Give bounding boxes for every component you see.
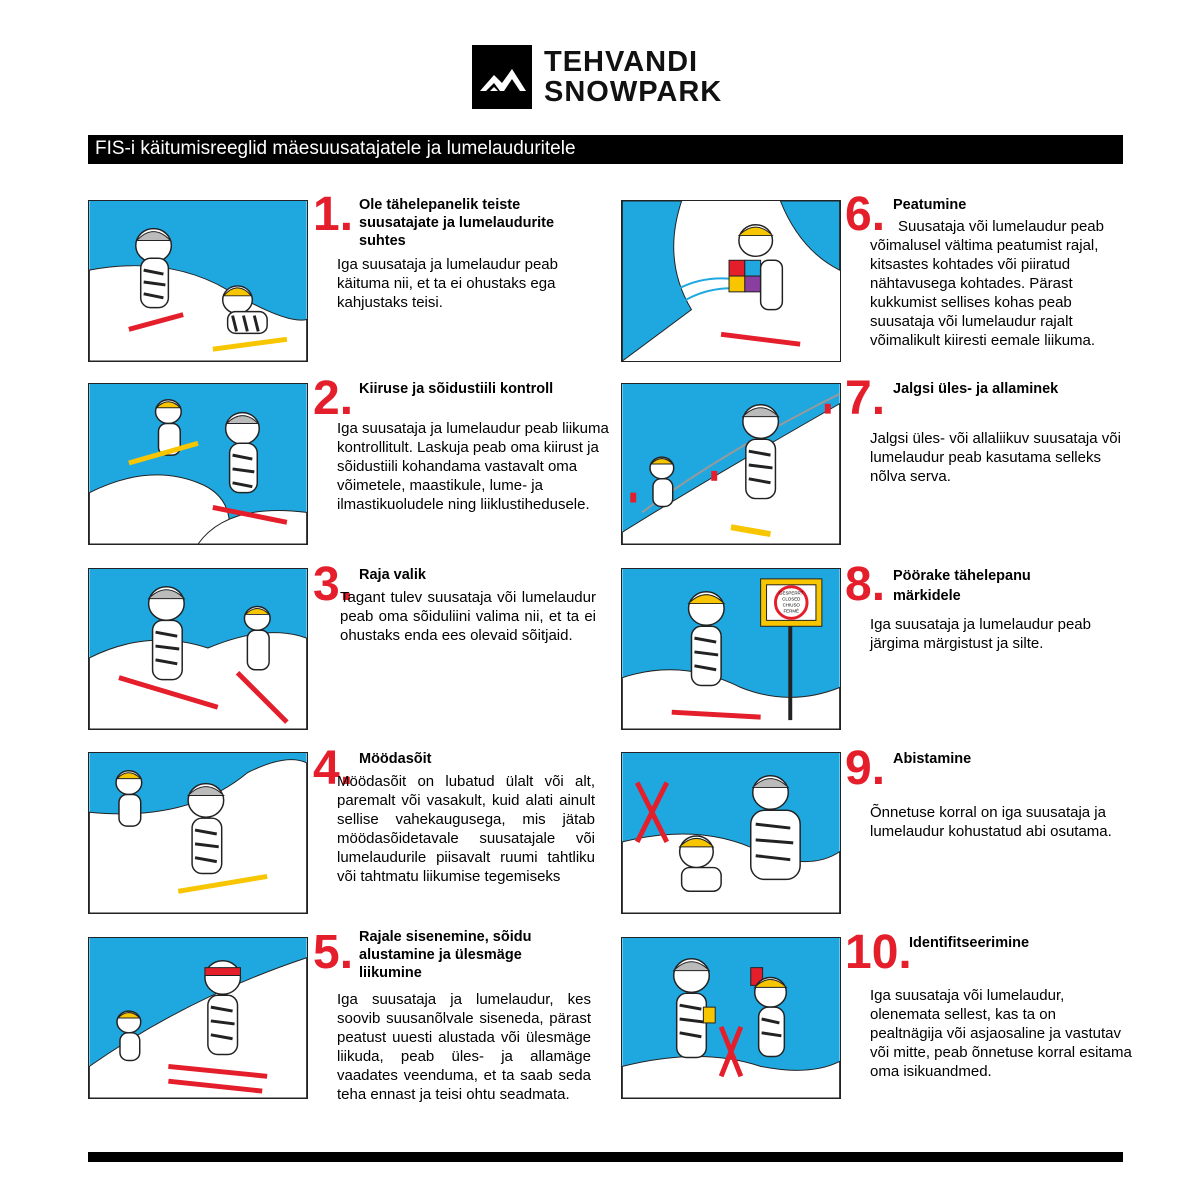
- rule-1-illustration: [88, 200, 308, 362]
- tiger-skier-icon: [755, 978, 787, 1057]
- rule-2-number: 2.: [313, 372, 354, 425]
- rule-1-text: Iga suusataja ja lumelaudur peab käituma nii, et ta ei ohustaks ega kahjustaks teisi.: [337, 256, 558, 311]
- rule-5-text: Iga suusataja ja lumelaudur, kes soovib suusanõlvale siseneda, pärast peatust uuesti alustada või ülesmäge liikuda, peab üles- ja allamäge vaadates veenduma, et ta saab seda teha ennast ja teisi ohtu seadmata.: [337, 991, 591, 1103]
- rule-8-number: 8.: [845, 558, 886, 611]
- rule-10-number: 10.: [845, 926, 912, 979]
- rule-3-text: Tagant tulev suusataja või lumelaudur peab oma sõiduliini valima nii, et ta ei ohustaks enda ees olevaid sõitjaid.: [340, 589, 596, 644]
- rule-9-illustration: [621, 752, 841, 914]
- rule-6-illustration: [621, 200, 841, 362]
- rule-7-title: Jalgsi üles- ja allaminek: [893, 381, 1059, 397]
- brand-name: [544, 47, 722, 107]
- rule-2-illustration: [88, 383, 308, 545]
- bottom-divider: [88, 1152, 1123, 1162]
- sign-text-1: GESPERRT: [779, 590, 804, 596]
- tiger-skier-icon: [116, 771, 142, 826]
- rule-5-illustration: [88, 937, 308, 1099]
- rule-10-text: Iga suusataja või lumelaudur, olenemata sellest, kas ta on pealtnägija või asjaosaline ja vastutav või mitte, peab õnnetuse korral esitama oma isikuandmed.: [870, 987, 1132, 1080]
- rule-6-number: 6.: [845, 188, 886, 241]
- rule-2-title: Kiiruse ja sõidustiili kontroll: [359, 381, 554, 397]
- rule-6-text: Suusataja või lumelaudur peab võimalusel vältima peatumist rajal, kitsastes kohtades või piiratud nähtavusega kohtades. Pärast kukkumist sellises kohas peab suusataja või lumelaudur rajalt võimalikult kiiresti eemale liikuma.: [870, 218, 1104, 349]
- rule-7-text: Jalgsi üles- või allaliikuv suusataja või lumelaudur peab kasutama selleks nõlva serva.: [870, 430, 1121, 485]
- rule-9-title: Abistamine: [893, 751, 972, 767]
- rule-3-illustration: [88, 568, 308, 730]
- rule-4-text: Möödasõit on lubatud ülalt või alt, paremalt või vasakult, kuid alati ainult sellise vahekaugusega, mis jätab möödasõidetavale suusatajale või lumelaudurile piisavalt ruumi tahtliku või tahtmatu liikumise tegemiseks: [337, 773, 595, 885]
- rule-5-title: Rajale sisenemine, sõidu alustamine ja ülesmäge liikumine: [359, 929, 532, 981]
- rule-1-title: Ole tähelepanelik teiste suusatajate ja lumelaudurite suhtes: [359, 197, 555, 249]
- mountain-logo-icon: [472, 45, 532, 109]
- sign-text-3: CHIUSO: [782, 602, 800, 608]
- rule-1-number: 1.: [313, 188, 354, 241]
- rule-9-number: 9.: [845, 742, 886, 795]
- brand-logo: [472, 45, 740, 111]
- sign-text-2: CLOSED: [782, 596, 801, 602]
- brand-line-1: TEHVANDI: [544, 46, 699, 78]
- rule-8-text: Iga suusataja ja lumelaudur peab järgima märgistust ja silte.: [870, 616, 1091, 652]
- rule-7-number: 7.: [845, 372, 886, 425]
- rule-2-text: Iga suusataja ja lumelaudur peab liikuma kontrollitult. Laskuja peab oma kiirust ja sõidustiili kohandama vastavalt oma võimetele, maastikule, lume- ja ilmastikuoludele ning liiklustihedusele.: [337, 420, 609, 513]
- rule-8-title: Pöörake tähelepanu märkidele: [893, 568, 1031, 604]
- rule-10-title: Identifitseerimine: [909, 935, 1030, 951]
- sign-text-4: FERMÉ: [783, 608, 800, 614]
- rule-7-illustration: [621, 383, 841, 545]
- title-banner: [88, 135, 1123, 164]
- rule-6-title: Peatumine: [893, 197, 967, 213]
- banner-title: FIS-i käitumisreeglid mäesuusatajatele ja lumelauduritele: [95, 138, 576, 159]
- rule-10-illustration: [621, 937, 841, 1099]
- brand-line-2: SNOWPARK: [544, 76, 723, 108]
- rule-3-title: Raja valik: [359, 567, 426, 583]
- rule-3-number: 3.: [313, 558, 354, 611]
- rule-4-number: 4.: [313, 742, 354, 795]
- rule-4-title: Möödasõit: [359, 751, 432, 767]
- rule-9-text: Õnnetuse korral on iga suusataja ja lumelaudur kohustatud abi osutama.: [870, 804, 1112, 840]
- rule-4-illustration: [88, 752, 308, 914]
- rule-8-illustration: [621, 568, 841, 730]
- rule-5-number: 5.: [313, 926, 354, 979]
